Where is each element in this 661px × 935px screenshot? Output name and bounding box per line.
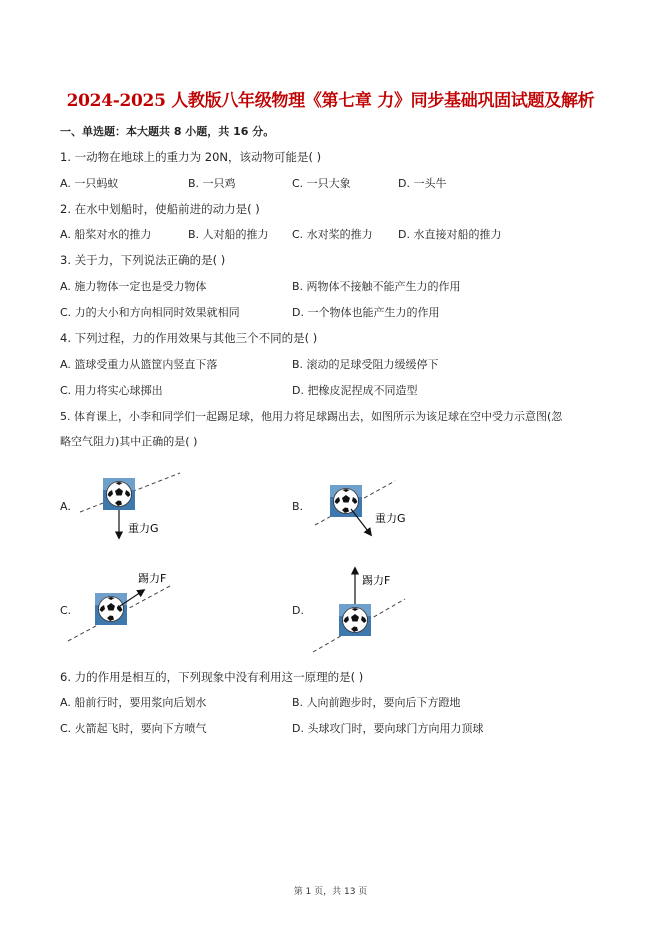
question-1-stem: 1. 一动物在地球上的重力为 20N，该动物可能是( ) (60, 150, 322, 164)
question-4-option-d: D. 把橡皮泥捏成不同造型 (292, 384, 418, 397)
soccer-ball-icon (330, 485, 362, 517)
question-4-option-a: A. 篮球受重力从篮筐内竖直下落 (60, 358, 218, 371)
question-2-option-b: B. 人对船的推力 (188, 228, 269, 241)
question-3-option-d: D. 一个物体也能产生力的作用 (292, 306, 440, 319)
question-5-option-a: A. (60, 500, 71, 513)
question-5-stem-line-1: 5. 体育课上，小李和同学们一起踢足球，他用力将足球踢出去，如图所示为该足球在空中受力示意图(忽 (60, 410, 563, 423)
figure-d (310, 565, 450, 655)
question-5-option-d: D. (292, 604, 304, 617)
soccer-ball-icon (95, 593, 127, 625)
question-2-option-a: A. 船桨对水的推力 (60, 228, 152, 241)
question-5-stem-line-2: 略空气阻力)其中正确的是( ) (60, 435, 198, 448)
question-4-option-b: B. 滚动的足球受阻力缓缓停下 (292, 358, 439, 371)
question-6-option-c: C. 火箭起飞时，要向下方喷气 (60, 722, 207, 735)
figure-c (62, 568, 202, 648)
question-3-option-b: B. 两物体不接触不能产生力的作用 (292, 280, 461, 293)
question-4-option-c: C. 用力将实心球掷出 (60, 384, 163, 397)
question-2-option-d: D. 水直接对船的推力 (398, 228, 502, 241)
question-4-stem: 4. 下列过程，力的作用效果与其他三个不同的是( ) (60, 331, 318, 345)
question-6-option-d: D. 头球攻门时，要向球门方向用力顶球 (292, 722, 484, 735)
gravity-label-b: 重力G (375, 512, 406, 525)
question-1-option-d: D. 一头牛 (398, 177, 447, 190)
question-1-option-c: C. 一只大象 (292, 177, 351, 190)
figure-b (305, 478, 445, 548)
question-6-stem: 6. 力的作用是相互的，下列现象中没有利用这一原理的是( ) (60, 670, 364, 684)
question-5-option-c: C. (60, 604, 72, 617)
kick-label-d: 踢力F (362, 574, 391, 587)
document-title: 2024-2025 人教版八年级物理《第七章 力》同步基础巩固试题及解析 (66, 91, 595, 111)
figure-a (70, 470, 210, 550)
page-footer: 第 1 页，共 13 页 (293, 887, 368, 897)
question-5-option-b: B. (292, 500, 304, 513)
soccer-ball-icon (103, 478, 135, 510)
soccer-ball-icon (339, 604, 371, 636)
question-6-option-a: A. 船前行时，要用浆向后划水 (60, 696, 207, 709)
question-2-option-c: C. 水对桨的推力 (292, 228, 373, 241)
gravity-label-a: 重力G (128, 522, 159, 535)
question-1-option-b: B. 一只鸡 (188, 177, 236, 190)
kick-label-c: 踢力F (138, 572, 167, 585)
section-heading: 一、单选题：本大题共 8 小题，共 16 分。 (60, 125, 275, 138)
question-2-stem: 2. 在水中划船时，使船前进的动力是( ) (60, 202, 260, 216)
question-3-stem: 3. 关于力，下列说法正确的是( ) (60, 253, 226, 267)
question-3-option-a: A. 施力物体一定也是受力物体 (60, 280, 207, 293)
question-6-option-b: B. 人向前跑步时，要向后下方蹬地 (292, 696, 461, 709)
question-3-option-c: C. 力的大小和方向相同时效果就相同 (60, 306, 240, 319)
question-1-option-a: A. 一只蚂蚁 (60, 177, 119, 190)
